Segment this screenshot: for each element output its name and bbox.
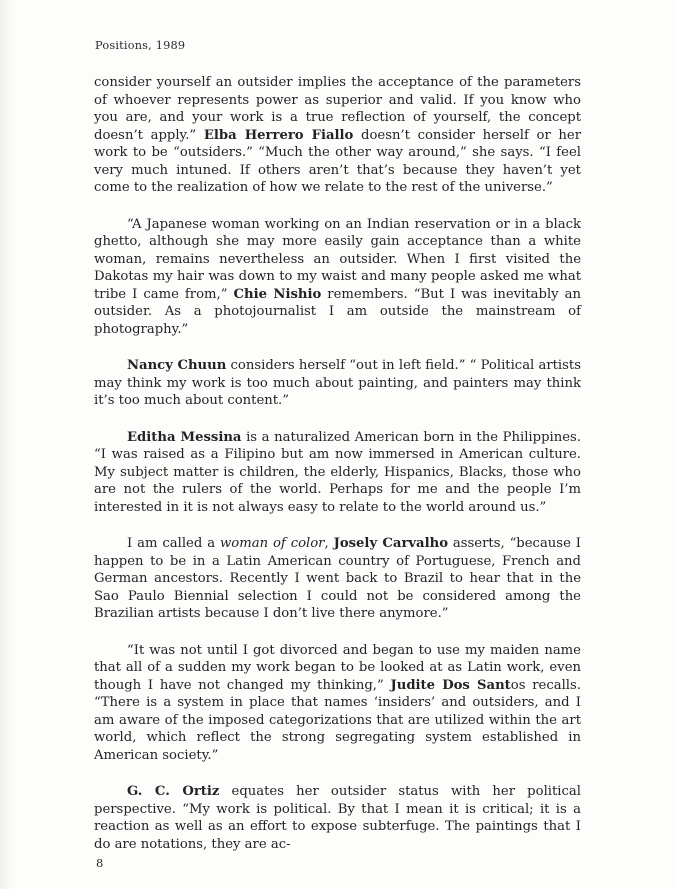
paragraph	[94, 429, 581, 517]
text-run: os recalls. “There is a system in place that names ‘insiders’ and outsiders, and I am aware of the imposed categorizations that are utilized within the art world, which reflect the strong segregating system established in American society.”	[94, 677, 581, 763]
scan-edge-shadow	[0, 0, 14, 889]
bold-run: G. C. Ortiz	[127, 784, 220, 799]
text-run: “It was not until I got divorced and began to use my maiden name that all of a sudden my work began to be looked at as Latin work, even though I have not changed my thinking,”	[94, 642, 581, 693]
text-run: “A Japanese woman working on an Indian reservation or in a black ghetto, although she may more easily gain acceptance than a white woman, remains nevertheless an outsider. When I first visited the Dakotas my hair was down to my waist and many people asked me what tribe I came from,”	[94, 216, 581, 302]
text-run: I am called a	[127, 536, 220, 551]
text-run: asserts, “because I happen to be in a Latin American country of Portuguese, French and German ancestors. Recently I went back to Brazil to hear that in the Sao Paulo Biennial selection I could not be considered among the Brazilian artists because I don’t live there anymore.”	[94, 536, 581, 621]
text-run: remembers. “But I was inevitably an outsider. As a photojournalist I am outside the mainstream of photography.”	[94, 286, 581, 337]
running-header: Positions, 1989	[95, 39, 186, 52]
bold-run: Elba Herrero Fiallo	[203, 127, 354, 143]
text-run: considers herself “out in left field.” “ Political artists may think my work is too much about painting, and painters may think it’s too much about content.”	[94, 358, 581, 408]
bold-run: Josely Carvalho	[333, 536, 448, 551]
bold-run: Chie Nishio	[233, 286, 322, 302]
bold-run: Editha Messina	[127, 429, 242, 445]
paragraph	[94, 357, 581, 410]
paragraph	[94, 74, 581, 197]
bold-run: Judite Dos Sant	[390, 677, 511, 693]
page-body	[94, 74, 581, 872]
text-run: consider yourself an outsider implies the acceptance of the parameters of whoever represents power as superior and valid. If you know who you are, and your work is a true reflection of yourself, the concept doesn’t apply.”	[94, 75, 581, 143]
paragraph	[94, 535, 581, 623]
text-run: equates her outsider status with her political perspective. “My work is political. By that I mean it is critical; it is a reaction as well as an effort to expose subterfuge. The paintings that I do are notations, they are ac-	[94, 784, 581, 852]
text-run: doesn’t consider herself or her work to be “outsiders.” “Much the other way around,” she says. “I feel very much intuned. If others aren’t that’s because they haven’t yet come to the realization of how we relate to the rest of the universe.”	[94, 127, 581, 195]
page-number: 8	[96, 856, 104, 870]
paragraph	[94, 783, 581, 853]
paragraph	[94, 642, 581, 765]
italic-run: woman of color	[219, 536, 325, 551]
paragraph	[94, 216, 581, 339]
bold-run: Nancy Chuun	[127, 358, 227, 373]
text-run: ,	[324, 536, 334, 551]
text-run: is a naturalized American born in the Philippines. “I was raised as a Filipino but am now immersed in American culture. My subject matter is children, the elderly, Hispanics, Blacks, those who are not the rulers of the world. Perhaps for me and the people I’m interested in it is not always easy to relate to the world around us.”	[94, 429, 581, 515]
